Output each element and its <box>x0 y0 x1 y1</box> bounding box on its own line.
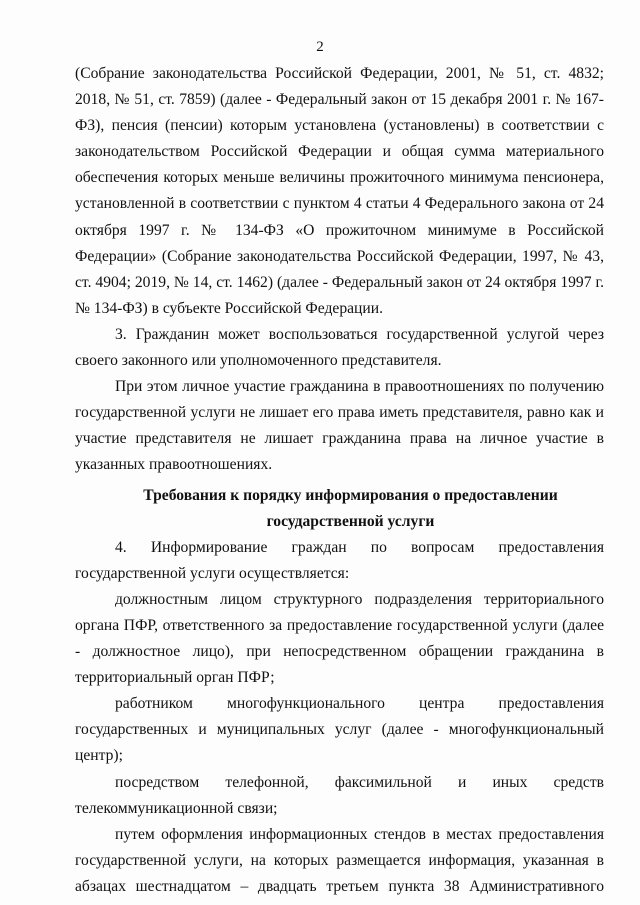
page-number: 2 <box>316 39 324 55</box>
paragraph-personal-participation: При этом личное участие гражданина в правоотношениях по получению государственной услуги не лишает его права иметь представителя, равно как и участие представителя не лишает гражданина права на личное участие в указанных правоотношениях. <box>75 378 604 474</box>
section-heading-line-1: Требования к порядку информирования о предоставлении <box>143 486 558 504</box>
paragraph-mfc: работником многофункционального центра предоставления государственных и муниципальных услуг (далее - многофункциональный центр); <box>75 695 604 765</box>
paragraph-telecom: посредством телефонной, факсимильной и иных средств телекоммуникационной связи; <box>75 773 604 817</box>
paragraph-item-3: 3. Гражданин может воспользоваться государственной услугой через своего законного или уполномоченного представителя. <box>75 325 604 370</box>
paragraph-info-stands: путем оформления информационных стендов в местах предоставления государственной услуги, на которых размещается информация, указанная в абзацах шестнадцатом – двадцать третьем пункта 38 Административного <box>75 825 604 895</box>
document-body <box>75 61 604 900</box>
paragraph-official: должностным лицом структурного подразделения территориального органа ПФР, ответственного за предоставление государственной услуги (далее - должностное лицо), при непосредственном обращении гражданина в территориальный орган ПФР; <box>75 590 604 687</box>
paragraph-item-4: 4. Информирование граждан по вопросам предоставления государственной услуги осуществляется: <box>75 538 604 582</box>
paragraph-continuation: (Собрание законодательства Российской Федерации, 2001, № 51, ст. 4832; 2018, № 51, ст. 7859) (далее - Федеральный закон от 15 декабря 2001 г. № 167-ФЗ), пенсия (пенсии) которым установлена (установлены) в соответствии с законодательством Российской Федерации и общая сумма материального обеспечения которых меньше величины прожиточного минимума пенсионера, установленной в соответствии с пунктом 4 статьи 4 Федерального закона от 24 октября 1997 г. № 134-ФЗ «О прожиточном минимуме в Российской Федерации» (Собрание законодательства Российской Федерации, 1997, № 43, ст. 4904; 2019, № 14, ст. 1462) (далее - Федеральный закон от 24 октября 1997 г. № 134-ФЗ) в субъекте Российской Федерации. <box>75 65 604 317</box>
section-heading-line-2: государственной услуги <box>266 512 435 530</box>
section-heading <box>75 483 604 535</box>
